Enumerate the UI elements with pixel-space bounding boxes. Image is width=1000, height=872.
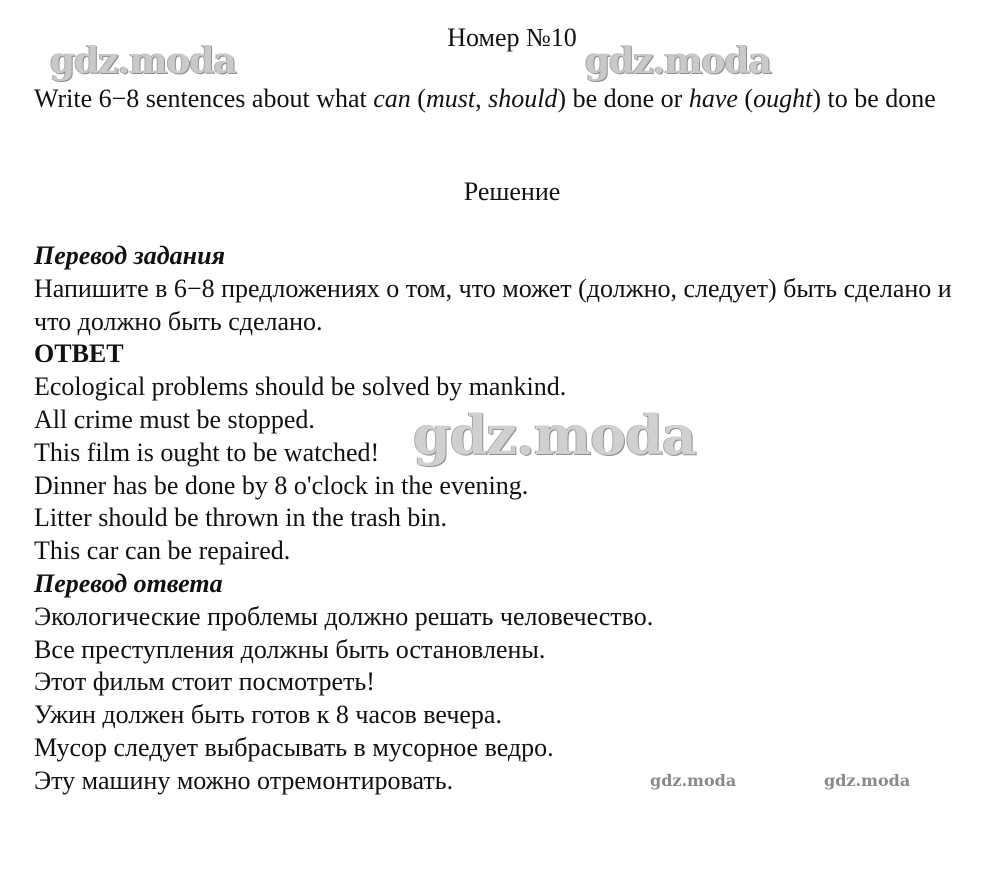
- task-statement: [34, 83, 994, 115]
- answer-line: This film is ought to be watched!: [34, 437, 380, 467]
- answer-line: Litter should be thrown in the trash bin.: [34, 503, 448, 533]
- translation-line: Экологические проблемы должно решать человечество.: [34, 601, 654, 631]
- answer-translation-heading: Перевод ответа: [34, 568, 223, 598]
- answer-heading: ОТВЕТ: [34, 339, 124, 369]
- task-paren-1: (: [410, 84, 426, 113]
- watermark: gdz.moda: [50, 40, 236, 82]
- task-text-part3: ) to be done: [812, 84, 936, 113]
- task-word-have: have: [688, 84, 738, 113]
- task-text-part1: Write 6−8 sentences about what: [34, 84, 374, 113]
- watermark: gdz.moda: [413, 403, 696, 467]
- task-text-part2: ) be done or: [557, 84, 689, 113]
- task-word-can: can: [373, 84, 411, 113]
- translation-line: Мусор следует выбрасывать в мусорное ведро.: [34, 732, 554, 762]
- watermark: gdz.moda: [585, 40, 771, 82]
- translation-line: Ужин должен быть готов к 8 часов вечера.: [34, 700, 502, 730]
- answer-line: All crime must be stopped.: [34, 404, 315, 434]
- answer-line: Dinner has be done by 8 o'clock in the evening.: [34, 470, 529, 500]
- solution-heading: Решение: [463, 177, 561, 206]
- translation-line: Эту машину можно отремонтировать.: [34, 765, 454, 795]
- translation-line: Этот фильм стоит посмотреть!: [34, 667, 375, 697]
- watermark: gdz.moda: [650, 771, 737, 790]
- task-translation-text: Напишите в 6−8 предложениях о том, что может (должно, следует) быть сделано и что должно быть сделано.: [34, 273, 952, 336]
- task-comma: ,: [475, 84, 489, 113]
- solution-body: [34, 240, 994, 798]
- task-translation-heading: Перевод задания: [34, 241, 225, 270]
- task-paren-2: (: [737, 84, 754, 113]
- watermark: gdz.moda: [824, 771, 911, 790]
- answer-line: Ecological problems should be solved by mankind.: [34, 372, 567, 402]
- task-word-should: should: [488, 84, 558, 113]
- task-word-must: must: [425, 84, 476, 113]
- page-title: Номер №10: [447, 23, 577, 52]
- task-word-ought: ought: [753, 84, 813, 113]
- answer-line: This car can be repaired.: [34, 536, 291, 566]
- translation-line: Все преступления должны быть остановлены.: [34, 634, 546, 664]
